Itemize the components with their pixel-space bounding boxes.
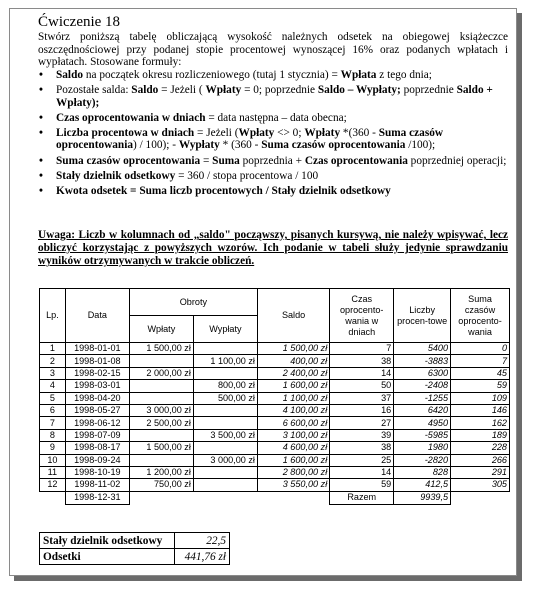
cell-withdrawal: 500,00 zł [193,392,257,404]
cell-deposit [129,454,193,466]
cell-withdrawal [193,442,257,454]
header-data: Data [65,289,129,343]
formula-segment: Saldo + Wpłaty); [56,84,493,109]
document-page [9,8,517,576]
cell-balance: 3 550,00 zł [257,479,329,491]
cell-balance: 1 600,00 zł [257,380,329,392]
cell-withdrawal: 800,00 zł [193,380,257,392]
cell-deposit: 750,00 zł [129,479,193,491]
bullet-icon: • [39,84,43,97]
cell-interest-number: 6420 [394,404,451,416]
formula-segment: z tego dnia; [376,69,432,81]
cell-empty [129,491,193,504]
table-row [40,355,510,367]
cell-days-sum: 7 [451,355,510,367]
cell-lp: 3 [40,367,66,379]
formula-segment: Wypłaty [178,139,220,152]
formula-item [38,127,508,152]
cell-date: 1998-12-31 [65,491,129,504]
cell-days: 7 [330,343,394,355]
formula-segment: Liczba procentowa w dniach [56,126,195,139]
formula-segment: *(360 - [340,126,379,139]
table-row [40,479,510,491]
formula-item [38,185,508,198]
bullet-icon: • [39,126,43,139]
cell-balance: 4 600,00 zł [257,442,329,454]
formula-segment: /100); [405,139,436,152]
cell-withdrawal [193,417,257,429]
formula-segment: = Jeżeli ( [158,84,206,97]
cell-days-sum: 266 [451,454,510,466]
header-wplaty: Wpłaty [129,316,193,343]
header-czas: Czas oprocento-wania w dniach [330,289,394,343]
cell-empty [40,491,66,504]
razem-value: 9939,5 [394,491,451,504]
formula-segment: Suma czasów oprocentowania [56,126,444,152]
formula-item [38,170,508,183]
cell-balance: 1 500,00 zł [257,343,329,355]
cell-lp: 8 [40,429,66,441]
table-row [40,466,510,478]
cell-balance: 4 100,00 zł [257,404,329,416]
cell-lp: 2 [40,355,66,367]
cell-deposit: 1 500,00 zł [129,442,193,454]
formula-segment: Wpłaty [238,126,275,139]
cell-withdrawal: 1 100,00 zł [193,355,257,367]
formula-item [38,69,508,82]
table-row [40,417,510,429]
formula-segment: = 360 / stopa procentowa / 100 [175,169,319,182]
cell-date: 1998-11-02 [65,479,129,491]
cell-withdrawal: 3 500,00 zł [193,429,257,441]
cell-lp: 1 [40,343,66,355]
cell-days: 37 [330,392,394,404]
header-suma: Suma czasów oprocento-wania [451,289,510,343]
razem-label: Razem [330,491,394,504]
formula-segment: Wpłaty [304,126,341,139]
formula-segment: Czas oprocentowania [304,154,408,167]
cell-withdrawal [193,479,257,491]
cell-date: 1998-10-19 [65,466,129,478]
header-obroty: Obroty [129,289,257,316]
cell-deposit [129,429,193,441]
cell-deposit: 1 200,00 zł [129,466,193,478]
cell-days-sum: 109 [451,392,510,404]
table-row [40,392,510,404]
formula-segment: Saldo – Wypłaty; [317,84,401,97]
formula-segment: <> 0; [274,126,305,139]
interest-table [39,288,510,505]
divisor-label: Stały dzielnik odsetkowy [40,533,175,549]
cell-deposit: 2 000,00 zł [129,367,193,379]
formula-segment: = 0; poprzednie [241,84,318,97]
cell-lp: 7 [40,417,66,429]
table-row [40,380,510,392]
cell-withdrawal [193,404,257,416]
cell-days-sum: 45 [451,367,510,379]
summary-table [39,532,230,565]
cell-days: 39 [330,429,394,441]
cell-empty [257,491,329,504]
cell-date: 1998-04-20 [65,392,129,404]
cell-date: 1998-05-27 [65,404,129,416]
cell-withdrawal [193,343,257,355]
formula-segment: = [200,154,213,167]
formula-segment: * (360 - [219,139,262,152]
formula-segment: Suma czasów oprocentowania [261,139,406,152]
cell-lp: 12 [40,479,66,491]
cell-days: 27 [330,417,394,429]
cell-interest-number: 5400 [394,343,451,355]
formula-item [38,155,508,168]
cell-days-sum: 228 [451,442,510,454]
formula-segment: Pozostałe salda: [56,84,132,97]
interest-value: 441,76 zł [175,549,230,565]
table-row-total [40,491,510,504]
table-row [40,429,510,441]
cell-days: 38 [330,355,394,367]
cell-lp: 4 [40,380,66,392]
cell-balance: 2 400,00 zł [257,367,329,379]
formula-segment: Wpłaty [205,84,242,97]
cell-interest-number: 1980 [394,442,451,454]
cell-days-sum: 162 [451,417,510,429]
formula-segment: Czas oprocentowania w dniach [56,111,206,124]
cell-days-sum: 59 [451,380,510,392]
cell-balance: 2 800,00 zł [257,466,329,478]
cell-lp: 5 [40,392,66,404]
formula-segment: Stały dzielnik odsetkowy [56,169,176,182]
formula-segment: Saldo [56,69,84,81]
cell-empty [451,491,510,504]
bullet-icon: • [39,184,43,197]
bullet-icon: • [39,69,43,81]
cell-interest-number: -3883 [394,355,451,367]
cell-deposit: 1 500,00 zł [129,343,193,355]
cell-deposit: 2 500,00 zł [129,417,193,429]
cell-interest-number: 6300 [394,367,451,379]
cell-interest-number: -2408 [394,380,451,392]
cell-date: 1998-06-12 [65,417,129,429]
cell-date: 1998-02-15 [65,367,129,379]
cell-balance: 1 600,00 zł [257,454,329,466]
cell-days: 59 [330,479,394,491]
divisor-value: 22,5 [175,533,230,549]
table-row [40,442,510,454]
cell-balance: 3 100,00 zł [257,429,329,441]
cell-empty [193,491,257,504]
cell-lp: 11 [40,466,66,478]
formula-segment: Suma czasów oprocentowania [56,154,201,167]
table-body [40,343,510,505]
bullet-icon: • [39,169,43,182]
table-row [40,343,510,355]
exercise-note: Uwaga: Liczb w kolumnach od „saldo" począwszy, pisanych kursywą, nie należy wpisywać, lecz obliczyć korzystając z powyższych wzorów. Ich podanie w tabeli służy jedynie sprawdzaniu wyników otrzymywanych w trakcie obliczeń. [38,229,508,268]
cell-date: 1998-08-17 [65,442,129,454]
formula-segment: = Jeżeli ( [194,126,239,139]
cell-interest-number: 412,5 [394,479,451,491]
cell-interest-number: -1255 [394,392,451,404]
cell-days-sum: 0 [451,343,510,355]
cell-withdrawal: 3 000,00 zł [193,454,257,466]
formula-segment: Wpłata [340,69,377,81]
cell-deposit: 3 000,00 zł [129,404,193,416]
header-lp: Lp. [40,289,66,343]
exercise-title: Ćwiczenie 18 [38,14,121,30]
cell-balance: 400,00 zł [257,355,329,367]
formula-segment: = data następna – data obecna; [205,111,347,124]
formula-item [38,112,508,125]
cell-date: 1998-01-08 [65,355,129,367]
table-row [40,367,510,379]
cell-days: 38 [330,442,394,454]
cell-balance: 6 600,00 zł [257,417,329,429]
cell-deposit [129,355,193,367]
header-liczby: Liczby procen-towe [394,289,451,343]
formula-segment: ) / 100); - [133,139,179,152]
cell-withdrawal [193,466,257,478]
bullet-icon: • [39,154,43,167]
header-saldo: Saldo [257,289,329,343]
formula-list [38,69,508,200]
cell-date: 1998-03-01 [65,380,129,392]
cell-date: 1998-09-24 [65,454,129,466]
cell-balance: 1 100,00 zł [257,392,329,404]
formula-segment: Kwota odsetek = Suma liczb procentowych / Stały dzielnik odsetkowy [56,184,391,197]
cell-days: 50 [330,380,394,392]
cell-interest-number: -2820 [394,454,451,466]
cell-date: 1998-07-09 [65,429,129,441]
cell-days: 14 [330,466,394,478]
cell-deposit [129,392,193,404]
table-row [40,454,510,466]
cell-interest-number: 828 [394,466,451,478]
cell-days-sum: 189 [451,429,510,441]
cell-lp: 10 [40,454,66,466]
cell-date: 1998-01-01 [65,343,129,355]
formula-segment: na początek okresu rozliczeniowego (tutaj 1 stycznia) = [83,69,341,81]
bullet-icon: • [39,111,43,124]
formula-segment: poprzedniej operacji; [407,154,507,167]
cell-days: 25 [330,454,394,466]
cell-interest-number: 4950 [394,417,451,429]
formula-segment: Saldo [131,84,159,97]
cell-lp: 9 [40,442,66,454]
cell-days-sum: 146 [451,404,510,416]
header-wyplaty: Wypłaty [193,316,257,343]
cell-days-sum: 305 [451,479,510,491]
cell-withdrawal [193,367,257,379]
cell-days: 14 [330,367,394,379]
cell-interest-number: -5985 [394,429,451,441]
formula-segment: Suma [212,154,240,167]
interest-label: Odsetki [40,549,175,565]
table-row [40,404,510,416]
cell-lp: 6 [40,404,66,416]
exercise-intro: Stwórz poniższą tabelę obliczającą wysokość należnych odsetek na obiegowej książeczce oszczędnościowej przy podanej stopie procentowej wynoszącej 16% oraz podanych wpłatach i wypłatach. Stosowane formuły: [38,31,508,69]
cell-days: 16 [330,404,394,416]
formula-segment: poprzednie [400,84,457,97]
formula-segment: poprzednia + [239,154,305,167]
cell-days-sum: 291 [451,466,510,478]
cell-deposit [129,380,193,392]
formula-item [38,84,508,109]
